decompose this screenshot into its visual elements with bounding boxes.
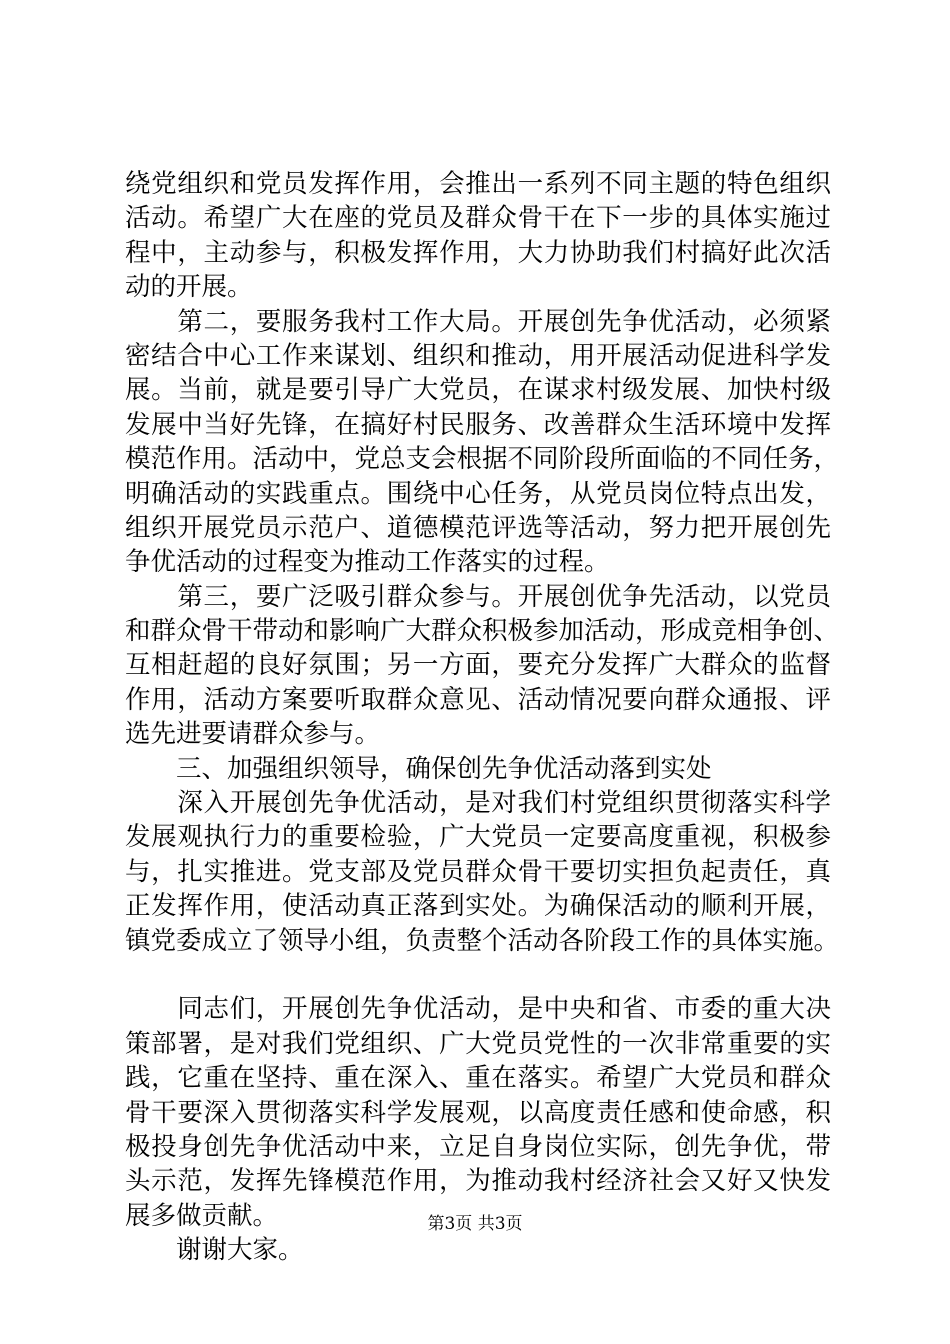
text-line: 互相赶超的良好氛围；另一方面，要充分发挥广大群众的监督 (125, 650, 831, 681)
text-line: 争优活动的过程变为推动工作落实的过程。 (125, 547, 610, 578)
text-line: 密结合中心工作来谋划、组织和推动，用开展活动促进科学发 (125, 340, 831, 371)
text-line: 骨干要深入贯彻落实科学发展观，以高度责任感和使命感，积 (125, 1097, 831, 1128)
text-line: 同志们，开展创先争优活动，是中央和省、市委的重大决 (125, 994, 831, 1025)
text-line: 展多做贡献。 (125, 1200, 279, 1231)
text-line: 三、加强组织领导，确保创先争优活动落到实处 (125, 753, 712, 784)
page-footer: 第3页 共3页 (427, 1214, 523, 1234)
text-line: 展。当前，就是要引导广大党员，在谋求村级发展、加快村级 (125, 375, 831, 406)
text-line: 镇党委成立了领导小组，负责整个活动各阶段工作的具体实施。 (125, 925, 840, 956)
text-line: 模范作用。活动中，党总支会根据不同阶段所面临的不同任务， (125, 444, 840, 475)
text-line: 发展中当好先锋，在搞好村民服务、改善群众生活环境中发挥 (125, 409, 831, 440)
text-line: 策部署，是对我们党组织、广大党员党性的一次非常重要的实 (125, 1028, 831, 1059)
text-line: 明确活动的实践重点。围绕中心任务，从党员岗位特点出发， (125, 478, 831, 509)
text-line: 践，它重在坚持、重在深入、重在落实。希望广大党员和群众 (125, 1063, 831, 1094)
text-line: 和群众骨干带动和影响广大群众积极参加活动，形成竞相争创、 (125, 616, 840, 647)
text-line: 谢谢大家。 (125, 1235, 304, 1266)
text-line: 头示范，发挥先锋模范作用，为推动我村经济社会又好又快发 (125, 1166, 831, 1197)
text-line: 程中，主动参与，积极发挥作用，大力协助我们村搞好此次活 (125, 237, 831, 268)
blank-line (125, 958, 831, 992)
text-line: 第二，要服务我村工作大局。开展创先争优活动，必须紧 (125, 306, 831, 337)
text-line: 深入开展创先争优活动，是对我们村党组织贯彻落实科学 (125, 788, 831, 819)
text-line: 绕党组织和党员发挥作用，会推出一系列不同主题的特色组织 (125, 169, 831, 199)
document-body (125, 167, 840, 1268)
text-line: 作用，活动方案要听取群众意见、活动情况要向群众通报、评 (125, 684, 831, 715)
text-line: 第三，要广泛吸引群众参与。开展创优争先活动，以党员 (125, 581, 831, 612)
text-line: 组织开展党员示范户、道德模范评选等活动，努力把开展创先 (125, 512, 831, 543)
text-line: 选先进要请群众参与。 (125, 719, 381, 750)
text-line: 与，扎实推进。党支部及党员群众骨干要切实担负起责任，真 (125, 856, 831, 887)
text-line: 动的开展。 (125, 272, 253, 303)
text-line: 活动。希望广大在座的党员及群众骨干在下一步的具体实施过 (125, 203, 831, 234)
text-line: 发展观执行力的重要检验，广大党员一定要高度重视，积极参 (125, 822, 831, 853)
text-line: 正发挥作用，使活动真正落到实处。为确保活动的顺利开展， (125, 891, 831, 922)
text-line: 极投身创先争优活动中来，立足自身岗位实际，创先争优，带 (125, 1131, 831, 1162)
